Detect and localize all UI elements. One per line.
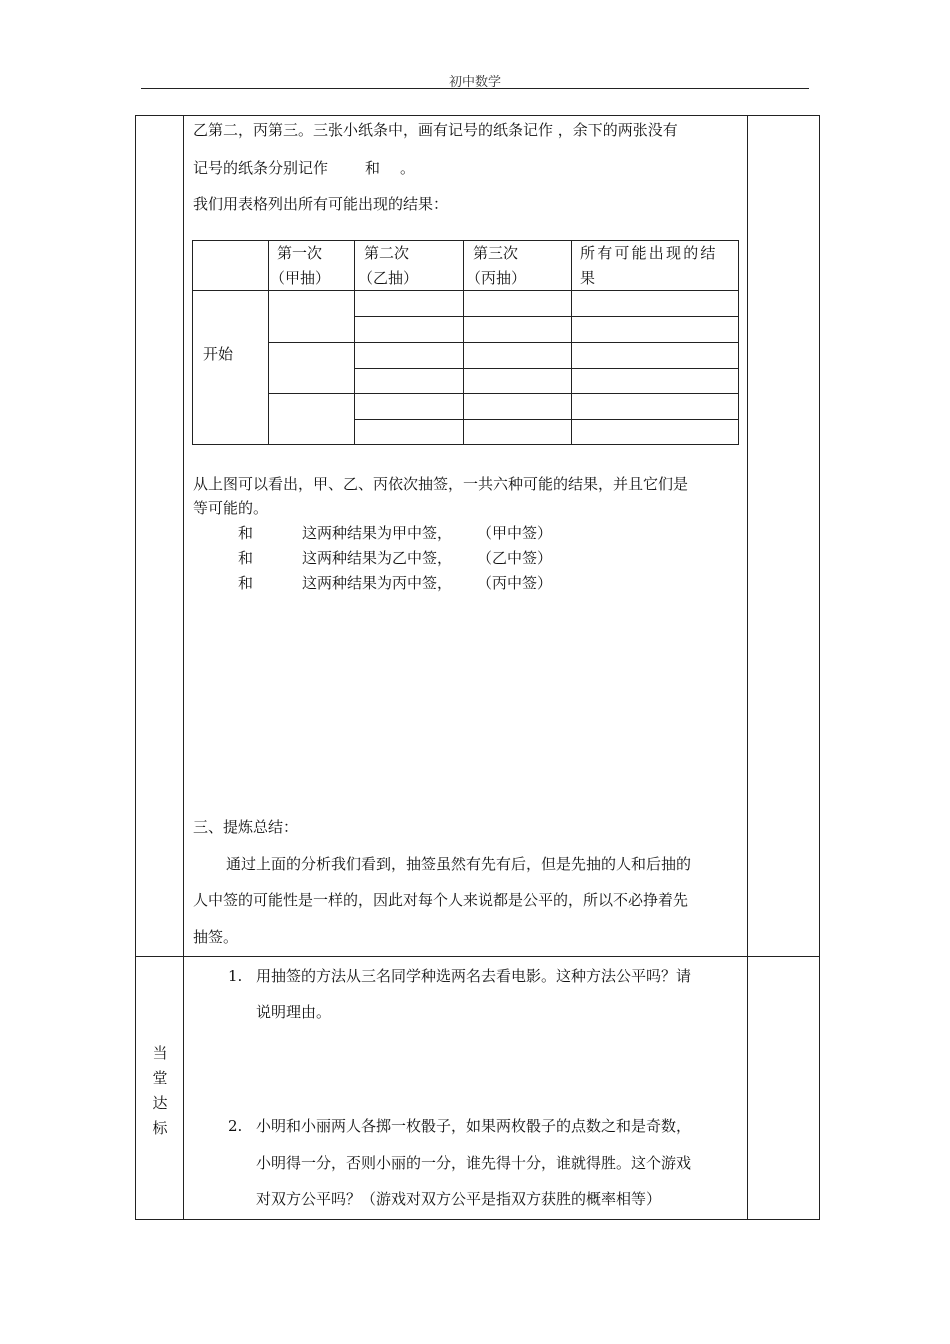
practice-side-label-2: 堂 (152, 1069, 168, 1087)
header-divider (141, 88, 809, 89)
outcome-header-3-line2: （丙抽） (466, 269, 527, 287)
outcome-header-2-line1: 第二次 (364, 244, 410, 262)
outcome-header-divider (192, 290, 739, 291)
analysis-row-2-text: 这两种结果为乙中签， (302, 549, 453, 567)
intro-line-2-end: 。 (400, 159, 416, 177)
table-col-divider-right (747, 115, 748, 1220)
outcome-header-3-line1: 第三次 (473, 244, 519, 262)
analysis-row-1-text: 这两种结果为甲中签， (302, 524, 453, 542)
outcome-header-2-line2: （乙抽） (358, 269, 419, 287)
analysis-row-2-and: 和 (238, 549, 254, 567)
intro-line-3: 我们用表格列出所有可能出现的结果： (193, 195, 449, 213)
practice-side-label-4: 标 (152, 1119, 168, 1137)
analysis-row-1-note: （甲中签） (477, 524, 553, 542)
outcome-header-4-line1: 所有可能出现的结 (580, 244, 718, 262)
analysis-row-3-note: （丙中签） (477, 574, 553, 592)
question-2-line-1: 小明和小丽两人各掷一枚骰子，如果两枚骰子的点数之和是奇数， (256, 1117, 692, 1135)
question-2-number: 2. (228, 1117, 243, 1135)
intro-line-2: 记号的纸条分别记作 (193, 159, 329, 177)
analysis-line-2: 等可能的。 (193, 499, 269, 517)
practice-side-label-3: 达 (152, 1094, 168, 1112)
outcome-header-4-line2: 果 (580, 269, 596, 287)
summary-heading: 三、提炼总结： (193, 818, 299, 836)
outcome-group-divider (268, 342, 739, 343)
question-1-line-2: 说明理由。 (256, 1003, 332, 1021)
page-header-title: 初中数学 (448, 75, 501, 90)
summary-line-2: 人中签的可能性是一样的，因此对每个人来说都是公平的，所以不必挣着先 (193, 891, 689, 909)
analysis-row-3-text: 这两种结果为丙中签， (302, 574, 453, 592)
question-1-line-1: 用抽签的方法从三名同学种选两名去看电影。这种方法公平吗？请 (256, 967, 692, 985)
analysis-row-3-and: 和 (238, 574, 254, 592)
outcome-header-1-line1: 第一次 (277, 244, 323, 262)
summary-line-3: 抽签。 (193, 928, 239, 946)
outcome-start-label: 开始 (203, 345, 234, 363)
question-2-line-3: 对双方公平吗？（游戏对双方公平是指双方获胜的概率相等） (256, 1190, 662, 1208)
outcome-row-divider (354, 419, 739, 420)
question-2-line-2: 小明得一分，否则小丽的一分，谁先得十分，谁就得胜。这个游戏 (256, 1154, 692, 1172)
intro-line-2-and: 和 (365, 159, 381, 177)
outcome-row-divider (354, 368, 739, 369)
outcome-group-divider (268, 393, 739, 394)
analysis-row-2-note: （乙中签） (477, 549, 553, 567)
outcome-header-1-line2: （甲抽） (270, 269, 331, 287)
outcome-row-divider (354, 316, 739, 317)
intro-line-1: 乙第二，丙第三。三张小纸条中，画有记号的纸条记作 ，余下的两张没有 (193, 121, 678, 139)
analysis-row-1-and: 和 (238, 524, 254, 542)
question-1-number: 1. (228, 967, 243, 985)
table-col-divider-left (183, 115, 184, 1220)
summary-line-1: 通过上面的分析我们看到，抽签虽然有先有后，但是先抽的人和后抽的 (226, 855, 692, 873)
analysis-line-1: 从上图可以看出，甲、乙、丙依次抽签，一共六种可能的结果，并且它们是 (193, 475, 689, 493)
practice-side-label-1: 当 (152, 1044, 168, 1062)
table-row-divider (135, 956, 820, 957)
